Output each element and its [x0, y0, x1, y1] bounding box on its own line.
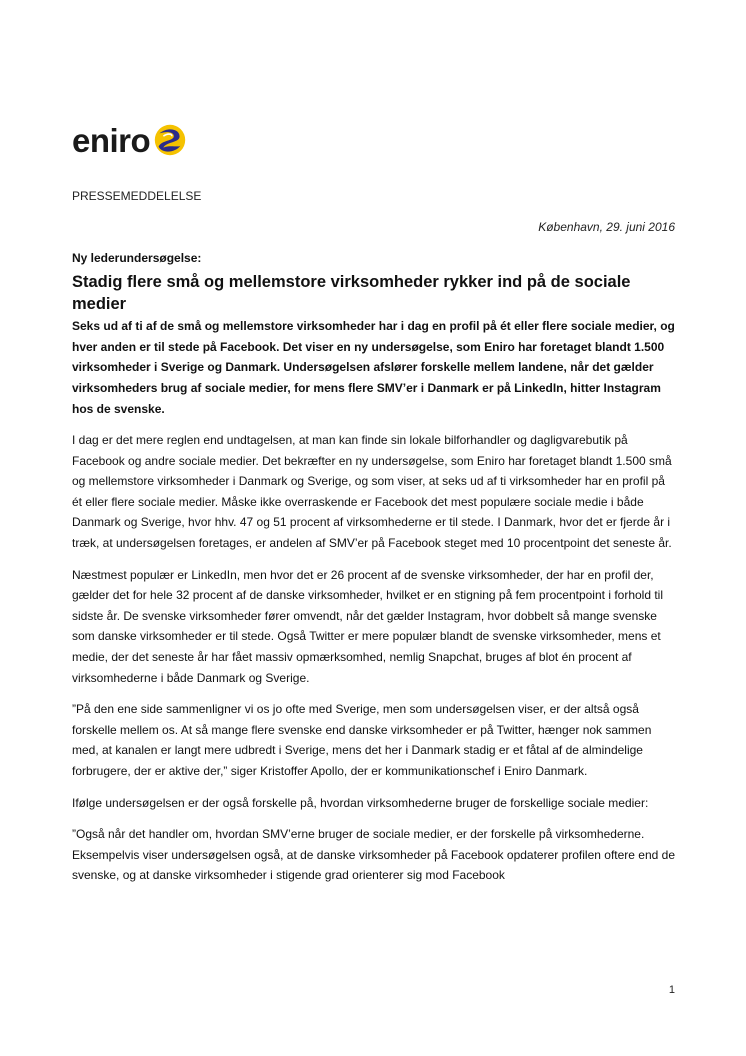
body-paragraph: I dag er det mere reglen end undtagelsen, at man kan finde sin lokale bilforhandler og dagligvarebutik på Facebook og andre sociale medier. Det bekræfter en ny undersøgelse, som Eniro har foretaget blandt 1.500 små og mellemstore virksomheder i Danmark og Sverige, og som viser, at seks ud af ti virksomheder har en profil på ét eller flere sociale medier. Måske ikke overraskende er Facebook det mest populære sociale medie i både Danmark og Sverige, hvor hhv. 47 og 51 procent af virksomhederne er til stede. I Danmark, hvor det er fjerde år i træk, at undersøgelsen foretages, er andelen af SMV’er på Facebook steget med 10 procentpoint det seneste år.: [72, 433, 672, 550]
article-body: [72, 430, 676, 897]
eniro-swirl-icon: [151, 121, 189, 159]
headline: Stadig flere små og mellemstore virksomheder rykker ind på de sociale medier: [72, 273, 631, 313]
logo-wordmark: eniro: [72, 121, 151, 159]
page-number: 1: [668, 984, 675, 996]
body-paragraph: ”Også når det handler om, hvordan SMV’erne bruger de sociale medier, er der forskelle på virksomhederne. Eksempelvis viser undersøgelsen også, at de danske virksomheder på Facebook opdaterer profilen oftere end de svenske, og at danske virksomheder i stigende grad orienterer sig mod Facebook: [72, 827, 676, 883]
press-release-label: PRESSEMEDDELELSE: [72, 189, 202, 203]
dateline: København, 29. juni 2016: [538, 220, 675, 234]
body-paragraph: Næstmest populær er LinkedIn, men hvor det er 26 procent af de svenske virksomheder, der har en profil der, gælder det for hele 32 procent af de danske virksomheder, hvilket er en stigning på fem procentpoint i forhold til sidste år. De svenske virksomheder fører omvendt, når det gælder Instagram, hvor dobbelt så mange svenske som danske virksomheder er til stede. Også Twitter er mere populær blandt de svenske virksomheder, mens et medie, der det seneste år har fået massiv opmærksomhed, nemlig Snapchat, bruges af blot én procent af virksomhederne i både Danmark og Sverige.: [72, 567, 664, 685]
lead-paragraph: Seks ud af ti af de små og mellemstore virksomheder har i dag en profil på ét eller flere sociale medier, og hver anden er til stede på Facebook. Det viser en ny undersøgelse, som Eniro har foretaget blandt 1.500 virksomheder i Sverige og Danmark. Undersøgelsen afslører forskelle mellem landene, når det gælder virksomheders brug af sociale medier, for mens flere SMV’er i Danmark er på LinkedIn, hitter Instagram hos de svenske.: [72, 319, 675, 416]
subheading: Ny lederundersøgelse:: [72, 251, 202, 265]
body-paragraph: Ifølge undersøgelsen er der også forskelle på, hvordan virksomhederne bruger de forskellige sociale medier:: [72, 795, 649, 810]
body-paragraph: ”På den ene side sammenligner vi os jo ofte med Sverige, men som undersøgelsen viser, er der altså også forskelle mellem os. At så mange flere svenske end danske virksomheder er på Twitter, hænger nok sammen med, at kanalen er langt mere udbredt i Sverige, mens det her i Danmark stadig er et fåtal af de almindelige forbrugere, der er aktive der,” siger Kristoffer Apollo, der er kommunikationschef i Eniro Danmark.: [72, 702, 652, 778]
eniro-logo: [72, 118, 189, 162]
